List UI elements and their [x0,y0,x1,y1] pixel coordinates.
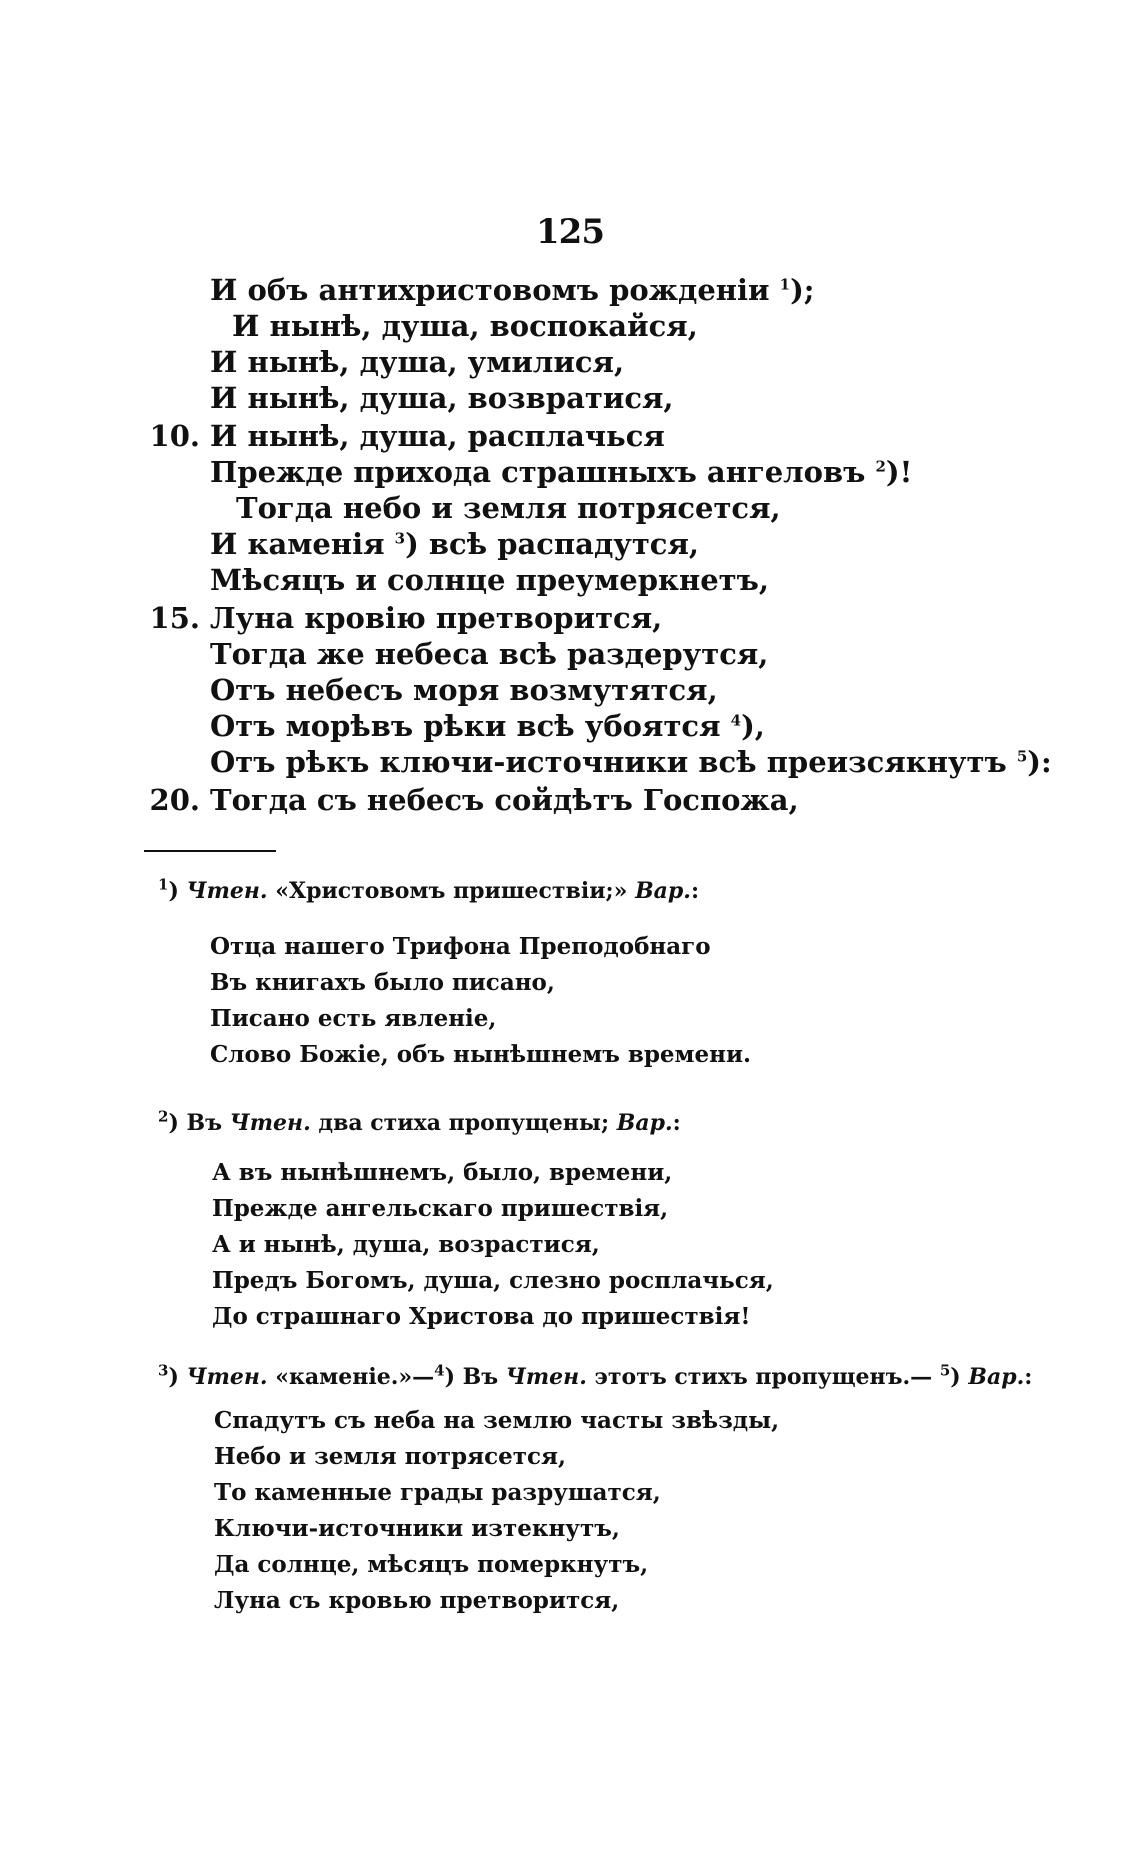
footnote-marker: 5 [939,1361,951,1380]
footnote-ref: 4 [730,711,742,730]
punct: : [690,878,700,904]
footnote-ref: 3 [394,529,406,548]
footnote-text: Въ [462,1364,499,1390]
poem-line [210,562,769,598]
footnote-ref: 1 [779,275,791,294]
footnote-1-heading: $^1$) Чтен. «Христовомъ пришествіи;» Вар.: [158,875,700,904]
poem-line [210,672,718,708]
footnote-3-5-heading: $^3$) Чтен. «каменіе.»—$^4$) Въ Чтен. этотъ стихъ пропущенъ.— $^5$) Вар.: [158,1361,1033,1390]
line-number: 15. [149,601,200,635]
poem-line [210,636,768,672]
footnote-verse-line: А и нынѣ, душа, возрастися, [212,1231,600,1258]
abbr-var: Вар. [616,1110,673,1136]
footnote-marker: 3 [158,1361,169,1380]
footnote-text: этотъ стихъ пропущенъ.— [594,1364,933,1390]
poem-line [210,454,912,490]
line-text: И нынѣ, душа, умилися, [210,345,625,379]
poem-line [232,308,698,344]
footnote-verse-line: Небо и земля потрясется, [214,1443,567,1470]
line-text: Отъ рѣкъ ключи-источники всѣ преизсякнутъ [210,745,1007,779]
footnote-marker: 1 [158,875,169,894]
line-text: Прежде прихода страшныхъ ангеловъ [210,455,866,489]
footnote-verse-line: Писано есть явленіе, [210,1005,497,1032]
line-text: И каменія [210,527,385,561]
line-text: Тогда же небеса всѣ раздерутся, [210,637,769,671]
footnote-marker: 2 [158,1107,169,1126]
footnote-separator [144,850,276,852]
footnote-verse-line: До страшнаго Христова до пришествія! [212,1303,751,1330]
footnote-marker: 4 [434,1361,445,1380]
abbr-chten: Чтен. [229,1110,311,1136]
footnote-verse-line: Слово Божіе, объ нынѣшнемъ времени. [210,1041,752,1068]
line-text: Отъ морѣвъ рѣки всѣ убоятся [210,709,721,743]
abbr-var: Вар. [968,1364,1025,1390]
line-text: И объ антихристовомъ рожденіи [210,273,770,307]
line-tail: ), [741,709,765,743]
footnote-ref: 5 [1016,747,1028,766]
poem-line [210,744,1052,780]
poem-line [210,272,815,308]
footnote-text: «каменіе.»— [275,1364,435,1390]
punct: : [672,1110,681,1136]
line-text: И нынѣ, душа, расплачься [210,419,665,453]
line-number: 20. [149,783,200,817]
line-tail: ): [1027,745,1052,779]
line-text: И нынѣ, душа, возвратися, [210,381,674,415]
poem-line [210,380,674,416]
line-tail: ); [790,273,815,307]
poem-line [149,418,665,454]
line-tail: )! [885,455,913,489]
line-text: И нынѣ, душа, воспокайся, [232,309,698,343]
abbr-var: Вар. [635,878,691,904]
abbr-chten: Чтен. [186,1364,268,1390]
footnote-verse-line: Ключи-источники изтекнутъ, [214,1515,620,1542]
poem-line [210,708,765,744]
footnote-verse-line: Да солнце, мѣсяцъ померкнутъ, [214,1551,649,1578]
footnote-verse-line: Луна съ кровью претворится, [214,1587,620,1614]
footnote-verse-line: Прежде ангельскаго пришествія, [212,1195,669,1222]
footnote-verse-line: Спадутъ съ неба на землю часты звѣзды, [214,1407,780,1434]
line-number: 10. [149,419,200,453]
footnote-verse-line: А въ нынѣшнемъ, было, времени, [212,1159,673,1186]
footnote-verse-line: Предъ Богомъ, душа, слезно росплачься, [212,1267,774,1294]
footnote-text: два стиха пропущены; [318,1110,610,1136]
line-text: Луна кровію претворится, [210,601,663,635]
poem-line [236,490,781,526]
line-text: Отъ небесъ моря возмутятся, [210,673,718,707]
footnote-2-heading: $^2$) Въ Чтен. два стиха пропущены; Вар.: [158,1107,681,1136]
footnote-text: Въ [186,1110,222,1136]
page-number: 125 [536,212,604,252]
poem-line [210,344,624,380]
abbr-chten: Чтен. [505,1364,587,1390]
poem-line [210,526,699,562]
line-text: Тогда небо и земля потрясется, [236,491,781,525]
line-tail: ) всѣ распадутся, [405,527,699,561]
line-text: Тогда съ небесъ сойдѣтъ Госпожа, [210,783,799,817]
footnote-ref: 2 [875,457,886,476]
footnote-verse-line: Въ книгахъ было писано, [210,969,555,996]
abbr-chten: Чтен. [186,878,268,904]
punct: : [1024,1364,1033,1390]
footnote-verse-line: То каменные грады разрушатся, [214,1479,661,1506]
footnote-verse-line: Отца нашего Трифона Преподобнаго [210,933,711,960]
line-text: Мѣсяцъ и солнце преумеркнетъ, [210,563,769,597]
poem-line [149,782,799,818]
poem-line [149,600,663,636]
footnote-text: «Христовомъ пришествіи;» [275,878,628,904]
